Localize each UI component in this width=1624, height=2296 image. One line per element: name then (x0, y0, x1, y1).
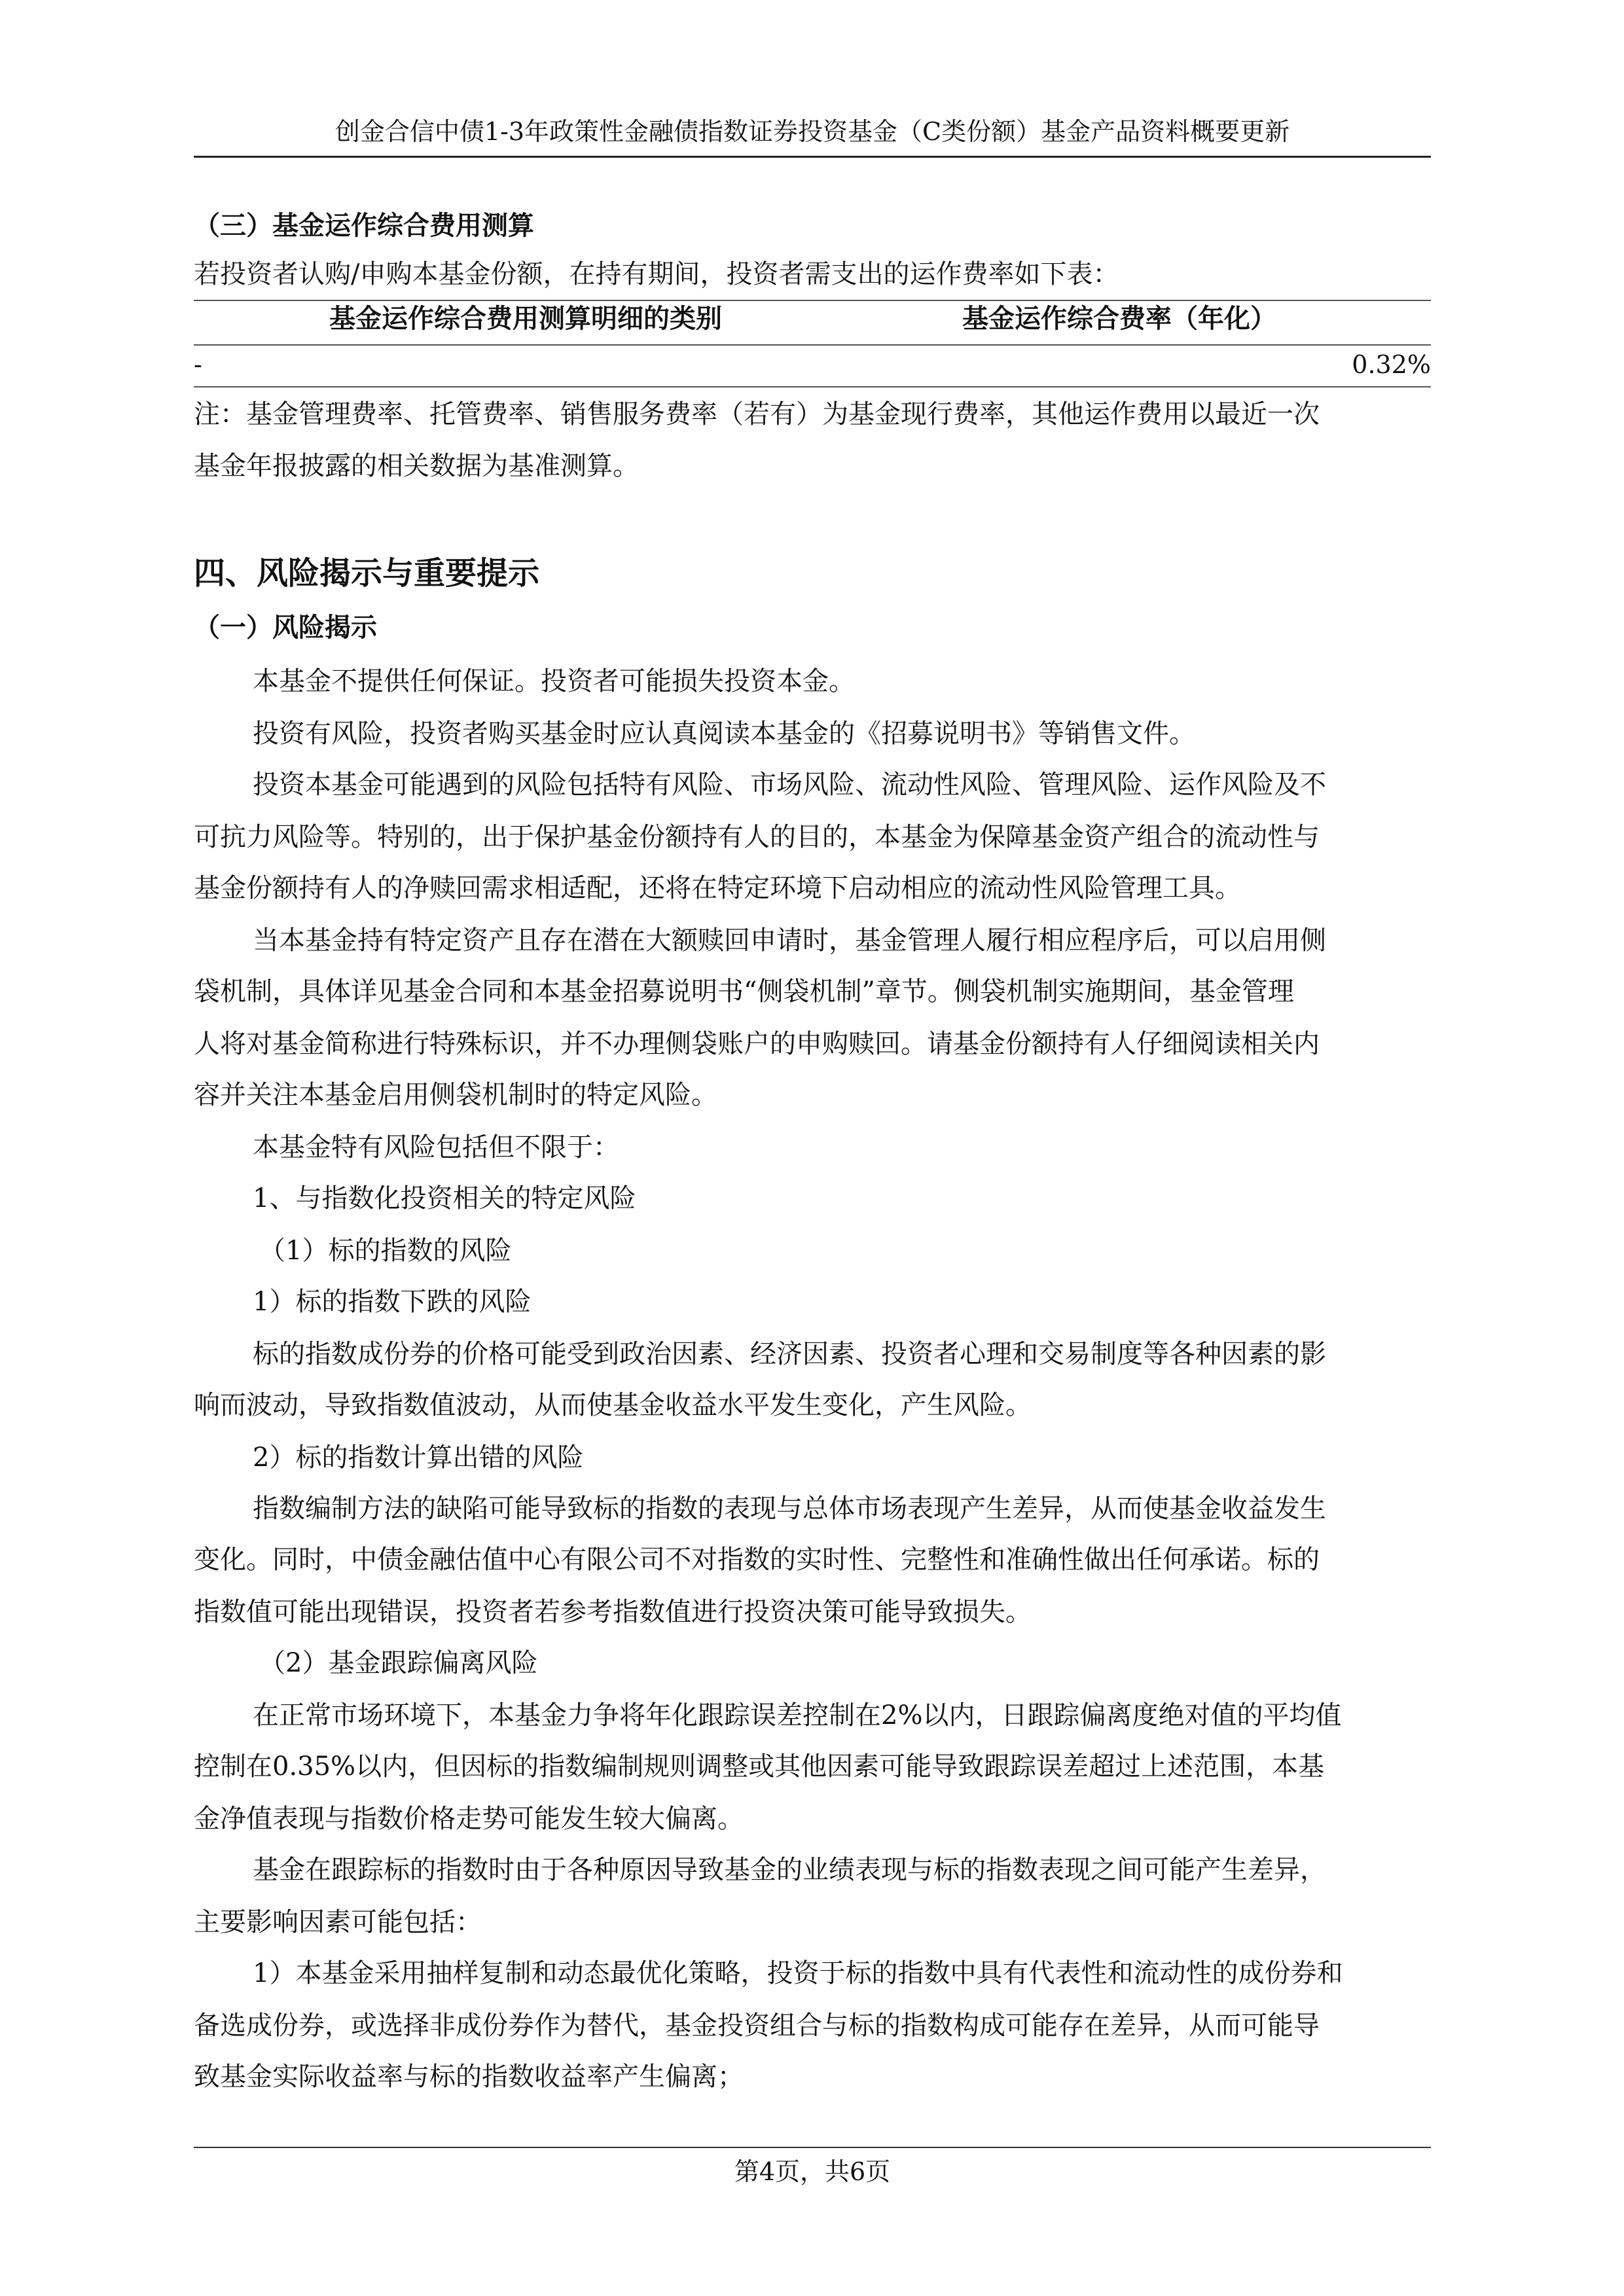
table-bottom-rule (194, 386, 1431, 387)
body-line-11: 1、与指数化投资相关的特定风险 (253, 1183, 636, 1213)
body-line-27: 备选成份券，或选择非成份券作为替代，基金投资组合与标的指数构成可能存在差异，从而可能导 (194, 2011, 1320, 2041)
body-line-3: 投资本基金可能遇到的风险包括特有风险、市场风险、流动性风险、管理风险、运作风险及不 (253, 770, 1326, 800)
table-cell-rate: 0.32% (1352, 350, 1431, 379)
page-number: 第4页，共6页 (734, 2157, 891, 2186)
body-line-4: 可抗力风险等。特别的，出于保护基金份额持有人的目的，本基金为保障基金资产组合的流动性与 (194, 822, 1320, 852)
body-line-17: 指数编制方法的缺陷可能导致标的指数的表现与总体市场表现产生差异，从而使基金收益发生 (253, 1494, 1326, 1524)
section4-sub1-heading: （一）风险揭示 (194, 612, 377, 643)
body-line-23: 金净值表现与指数价格走势可能发生较大偏离。 (194, 1804, 744, 1834)
body-line-25: 主要影响因素可能包括： (194, 1907, 482, 1937)
footer-divider (194, 2147, 1431, 2148)
body-line-24: 基金在跟踪标的指数时由于各种原因导致基金的业绩表现与标的指数表现之间可能产生差异， (253, 1855, 1326, 1885)
section3-note-line2: 基金年报披露的相关数据为基准测算。 (194, 451, 639, 481)
body-line-18: 变化。同时，中债金融估值中心有限公司不对指数的实时性、完整性和准确性做出任何承诺。标的 (194, 1545, 1320, 1575)
table-cell-category: - (194, 350, 202, 379)
body-line-22: 控制在0.35%以内，但因标的指数编制规则调整或其他因素可能导致跟踪误差超过上述范围，本基 (194, 1751, 1325, 1782)
table-header-rule (194, 344, 1431, 346)
body-line-14: 标的指数成份券的价格可能受到政治因素、经济因素、投资者心理和交易制度等各种因素的影 (253, 1339, 1326, 1369)
body-line-15: 响而波动，导致指数值波动，从而使基金收益水平发生变化，产生风险。 (194, 1390, 1032, 1420)
body-line-16: 2）标的指数计算出错的风险 (253, 1443, 584, 1473)
body-line-13: 1）标的指数下跌的风险 (253, 1287, 532, 1317)
body-line-28: 致基金实际收益率与标的指数收益率产生偏离； (194, 2062, 744, 2092)
body-line-26: 1）本基金采用抽样复制和动态最优化策略，投资于标的指数中具有代表性和流动性的成份券和 (253, 1958, 1343, 1988)
table-header-category: 基金运作综合费用测算明细的类别 (329, 303, 722, 334)
body-line-8: 人将对基金简称进行特殊标识，并不办理侧袋账户的申购赎回。请基金份额持有人仔细阅读相关内 (194, 1029, 1320, 1059)
section3-heading: （三）基金运作综合费用测算 (194, 210, 534, 241)
body-line-2: 投资有风险，投资者购买基金时应认真阅读本基金的《招募说明书》等销售文件。 (253, 719, 1195, 749)
section3-intro: 若投资者认购/申购本基金份额，在持有期间，投资者需支出的运作费率如下表： (194, 259, 1119, 289)
section4-heading: 四、风险揭示与重要提示 (194, 555, 540, 592)
document-header-title: 创金合信中债1-3年政策性金融债指数证券投资基金（C类份额）基金产品资料概要更新 (334, 117, 1290, 146)
body-line-1: 本基金不提供任何保证。投资者可能损失投资本金。 (253, 666, 855, 696)
body-line-19: 指数值可能出现错误，投资者若参考指数值进行投资决策可能导致损失。 (194, 1597, 1032, 1627)
body-line-21: 在正常市场环境下，本基金力争将年化跟踪误差控制在2%以内，日跟踪偏离度绝对值的平均值 (253, 1700, 1342, 1731)
table-header-rate: 基金运作综合费率（年化） (962, 303, 1276, 334)
body-line-7: 袋机制，具体详见基金合同和本基金招募说明书“侧袋机制”章节。侧袋机制实施期间，基金管理 (194, 977, 1294, 1007)
body-line-20: （2）基金跟踪偏离风险 (259, 1648, 538, 1678)
body-line-10: 本基金特有风险包括但不限于： (253, 1132, 619, 1162)
body-line-5: 基金份额持有人的净赎回需求相适配，还将在特定环境下启动相应的流动性风险管理工具。 (194, 873, 1241, 903)
body-line-12: （1）标的指数的风险 (259, 1236, 512, 1266)
body-line-9: 容并关注本基金启用侧袋机制时的特定风险。 (194, 1080, 717, 1110)
body-line-6: 当本基金持有特定资产且存在潜在大额赎回申请时，基金管理人履行相应程序后，可以启用侧 (253, 925, 1326, 956)
section3-note-line1: 注：基金管理费率、托管费率、销售服务费率（若有）为基金现行费率，其他运作费用以最近一次 (194, 399, 1320, 429)
header-divider (194, 156, 1431, 158)
